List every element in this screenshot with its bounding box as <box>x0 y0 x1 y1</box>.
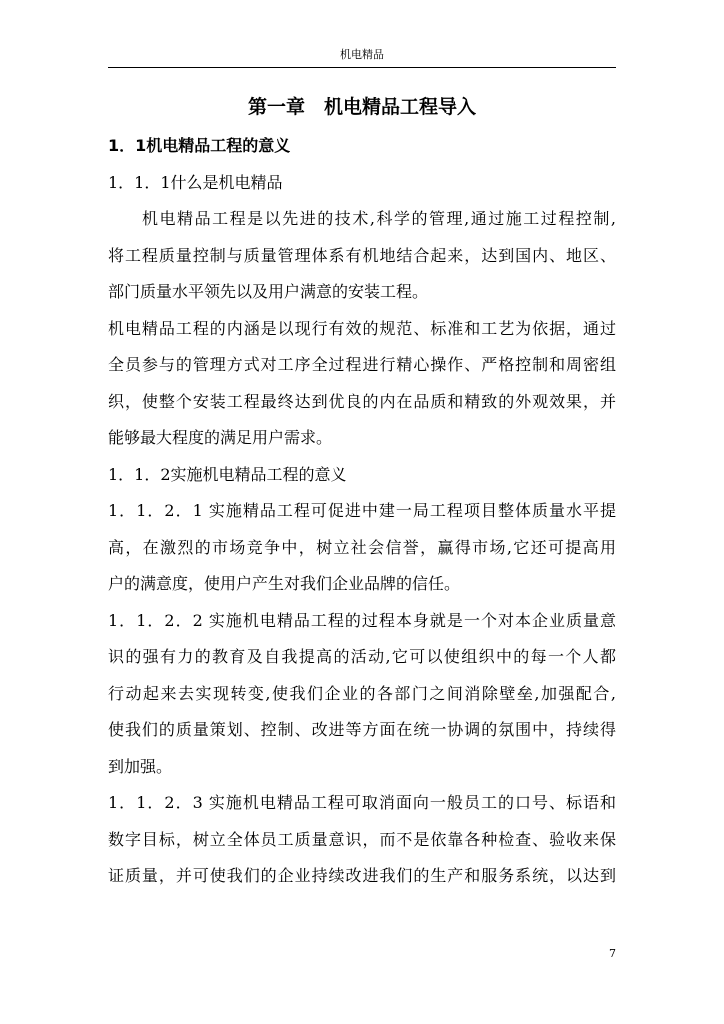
paragraph-line: 机电精品工程的内涵是以现行有效的规范、标准和工艺为依据，通过 <box>108 318 616 338</box>
paragraph-line: 高，在激烈的市场竞争中，树立社会信誉，赢得市场,它还可提高用 <box>108 537 616 557</box>
paragraph-line: 使我们的质量策划、控制、改进等方面在统一协调的氛围中，持续得 <box>108 720 616 739</box>
paragraph-line: 部门质量水平领先以及用户满意的安装工程。 <box>108 282 429 301</box>
paragraph-line: 识的强有力的教育及自我提高的活动,它可以使组织中的每一个人都 <box>108 647 616 666</box>
paragraph-line: 1．1．2．3 实施机电精品工程可取消面向一般员工的口号、标语和 <box>108 793 616 812</box>
document-body <box>108 86 616 895</box>
paragraph-line: 全员参与的管理方式对工序全过程进行精心操作、严格控制和周密组 <box>108 355 616 374</box>
paragraph-line: 能够最大程度的满足用户需求。 <box>108 428 333 447</box>
paragraph-line: 1．1．2．2 实施机电精品工程的过程本身就是一个对本企业质量意 <box>108 610 616 630</box>
paragraph-line: 证质量，并可使我们的企业持续改进我们的生产和服务系统，以达到 <box>108 866 616 885</box>
section-heading-1-1: 1．1机电精品工程的意义 <box>108 136 291 155</box>
paragraph-line: 到加强。 <box>108 756 173 776</box>
paragraph-line: 将工程质量控制与质量管理体系有机地结合起来，达到国内、地区、 <box>108 245 616 265</box>
paragraph-line: 机电精品工程是以先进的技术,科学的管理,通过施工过程控制, <box>142 209 616 228</box>
paragraph-line: 1．1．2．1 实施精品工程可促进中建一局工程项目整体质量水平提 <box>108 501 616 520</box>
paragraph-line: 户的满意度，使用户产生对我们企业品牌的信任。 <box>108 574 461 593</box>
paragraph-line: 行动起来去实现转变,使我们企业的各部门之间消除壁垒,加强配合, <box>108 683 616 703</box>
section-heading-1-1-1: 1．1．1什么是机电精品 <box>108 172 283 192</box>
page-number: 7 <box>609 947 616 960</box>
paragraph-line: 织，使整个安装工程最终达到优良的内在品质和精致的外观效果，并 <box>108 391 616 411</box>
paragraph-line: 数字目标，树立全体员工质量意识，而不是依靠各种检查、验收来保 <box>108 829 616 849</box>
chapter-title: 第一章 机电精品工程导入 <box>247 96 476 118</box>
page-header: 机电精品 <box>340 48 384 61</box>
section-heading-1-1-2: 1．1．2实施机电精品工程的意义 <box>108 464 347 484</box>
header-rule <box>108 67 616 68</box>
